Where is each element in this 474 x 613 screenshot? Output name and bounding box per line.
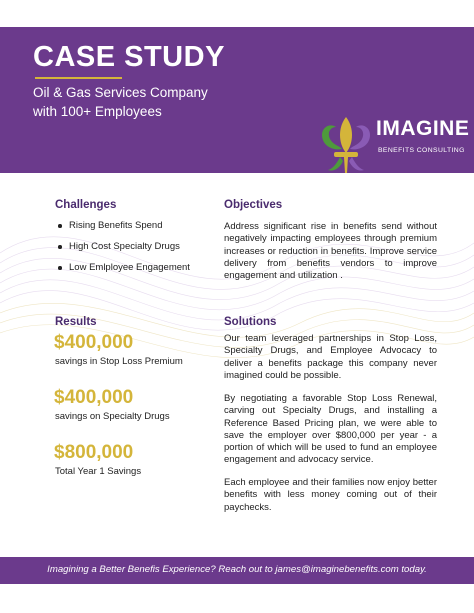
- result-amount-specialty-drugs: $400,000: [54, 387, 134, 408]
- footer-bar: [0, 557, 474, 584]
- subtitle-line-2: with 100+ Employees: [33, 104, 162, 119]
- solutions-paragraph-2: By negotiating a favorable Stop Loss Renewal, carving out Specialty Drugs, and installing a Reference Based Pricing plan, we were able to save the employer over $800,000 per year - a portion of which will be used to fund an employee engagement and advocacy service.: [224, 393, 437, 466]
- logo-wordmark: IMAGINE: [376, 117, 470, 140]
- result-amount-stop-loss: $400,000: [54, 332, 134, 353]
- results-heading: Results: [55, 316, 97, 328]
- imagine-logo: [318, 115, 468, 175]
- challenges-heading: Challenges: [55, 199, 117, 211]
- result-label-specialty-drugs: savings on Specialty Drugs: [55, 411, 170, 422]
- title-underline: [35, 77, 122, 79]
- solutions-paragraph-3: Each employee and their families now enjoy better benefits with less money coming out of their paychecks.: [224, 477, 437, 513]
- list-item: Rising Benefits Spend: [56, 218, 216, 239]
- result-amount-total: $800,000: [54, 442, 134, 463]
- objectives-heading: Objectives: [224, 199, 283, 211]
- solutions-heading: Solutions: [224, 316, 277, 328]
- top-margin: [0, 0, 474, 27]
- solutions-paragraph-1: Our team leveraged partnerships in Stop Loss, Specialty Drugs, and Employee Advocacy to deliver a benefits package this company never imagined could be possible.: [224, 333, 437, 381]
- list-item: High Cost Specialty Drugs: [56, 239, 216, 260]
- subtitle-line-1: Oil & Gas Services Company: [33, 85, 208, 100]
- logo-subtext: BENEFITS CONSULTING: [378, 147, 465, 154]
- fleur-de-lis-icon: [318, 115, 374, 175]
- page-subtitle: [33, 83, 263, 121]
- objectives-text: Address significant rise in benefits send without negatively impacting employees through premium increases or reduction in benefits. Improve service delivery from benefits vendors to improve engagement and utilization .: [224, 221, 437, 282]
- hero-banner: [0, 27, 474, 173]
- footer-cta: Imagining a Better Benefis Experience? Reach out to james@imaginebenefits.com today.: [47, 564, 427, 575]
- page-title: CASE STUDY: [33, 41, 225, 73]
- result-label-total: Total Year 1 Savings: [55, 466, 142, 477]
- challenges-list: [56, 218, 216, 281]
- bottom-margin: [0, 584, 474, 613]
- result-label-stop-loss: savings in Stop Loss Premium: [55, 356, 183, 367]
- list-item: Low Emlployee Engagement: [56, 260, 216, 281]
